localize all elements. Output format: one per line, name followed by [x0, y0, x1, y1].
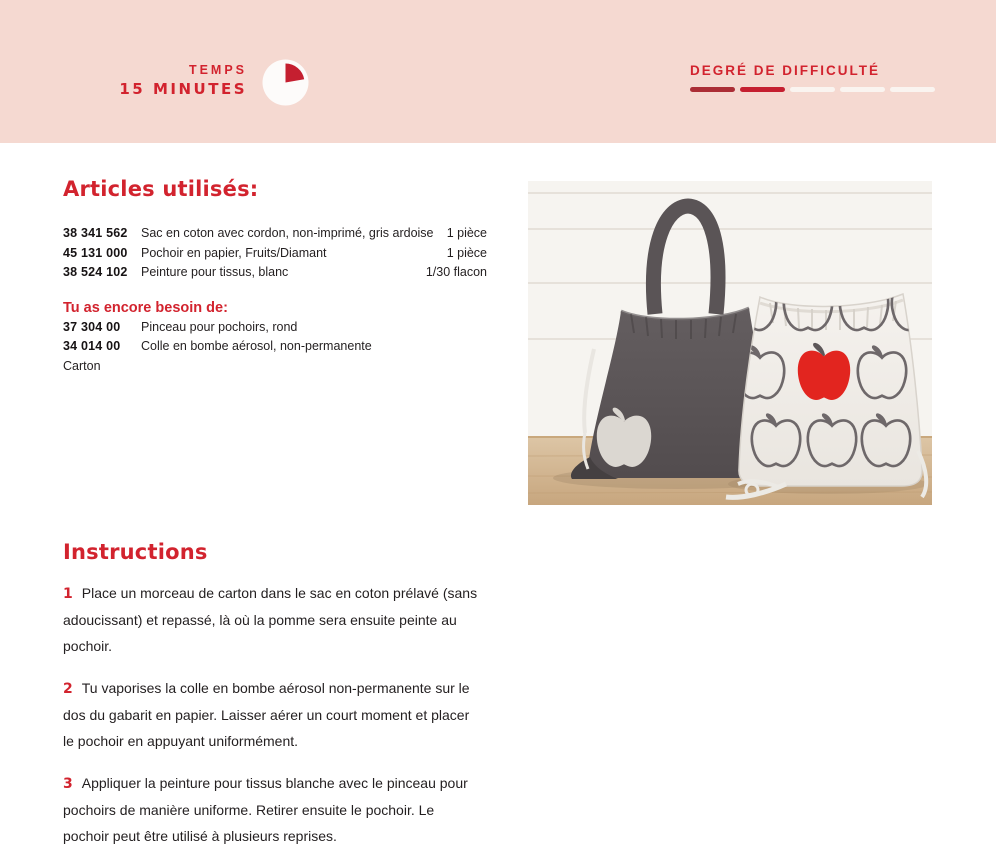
- article-code: 37 304 00: [63, 319, 121, 334]
- step-text: Tu vaporises la colle en bombe aérosol non-permanente sur le dos du gabarit en papier. Laisser aérer un court moment et placer le pochoir en appuyant uniformément.: [63, 680, 470, 749]
- article-qty: 1 pièce: [446, 226, 487, 240]
- article-name: Pinceau pour pochoirs, rond: [141, 319, 298, 334]
- articles-table: [63, 224, 487, 283]
- article-row: [63, 263, 487, 283]
- difficulty-bar: [790, 87, 835, 92]
- difficulty-label: DEGRÉ DE DIFFICULTÉ: [690, 63, 881, 78]
- difficulty-block: [690, 63, 935, 92]
- article-qty: 1 pièce: [446, 245, 487, 260]
- step-text: Appliquer la peinture pour tissus blanche avec le pinceau pour pochoirs de manière uniforme. Retirer ensuite le pochoir. Le pochoir peut être utilisé à plusieurs reprises.: [63, 775, 468, 844]
- product-photo-illustration: [528, 181, 932, 505]
- time-value: 15 MINUTES: [119, 80, 247, 98]
- clock-pie-icon: [262, 59, 309, 106]
- difficulty-bar: [890, 87, 935, 92]
- article-name: Colle en bombe aérosol, non-permanente: [141, 339, 372, 353]
- difficulty-bar: [840, 87, 885, 92]
- article-name: Pochoir en papier, Fruits/Diamant: [141, 245, 327, 260]
- difficulty-bar: [690, 87, 735, 92]
- instruction-step: [63, 580, 481, 659]
- article-code: 38 341 562: [63, 226, 128, 240]
- article-code: 45 131 000: [63, 245, 128, 260]
- also-needed-row: [63, 337, 487, 357]
- difficulty-bars: [690, 87, 935, 92]
- also-needed-row: [63, 318, 487, 338]
- step-number: 2: [63, 681, 73, 697]
- article-qty: 1/30 flacon: [425, 265, 487, 279]
- article-row: [63, 244, 487, 264]
- also-needed-table: [63, 318, 487, 377]
- also-needed-extra: Carton: [63, 358, 101, 373]
- article-row: [63, 224, 487, 244]
- instruction-step: [63, 770, 481, 849]
- articles-heading: Articles utilisés:: [63, 177, 259, 201]
- time-block: [0, 63, 247, 98]
- time-label: TEMPS: [188, 63, 247, 77]
- difficulty-bar: [740, 87, 785, 92]
- step-text: Place un morceau de carton dans le sac en coton prélavé (sans adoucissant) et repassé, là où la pomme sera ensuite peinte au pochoir.: [63, 585, 478, 654]
- instruction-step: [63, 675, 481, 754]
- step-number: 3: [63, 776, 73, 792]
- also-needed-heading: Tu as encore besoin de:: [63, 299, 228, 316]
- instructions-heading: Instructions: [63, 540, 208, 564]
- article-code: 38 524 102: [63, 265, 128, 279]
- article-code: 34 014 00: [63, 339, 121, 353]
- product-photo: [528, 181, 932, 505]
- header-band: [0, 0, 996, 143]
- step-number: 1: [63, 586, 73, 602]
- article-name: Peinture pour tissus, blanc: [141, 265, 289, 279]
- articles-section: [63, 177, 487, 376]
- article-name: Sac en coton avec cordon, non-imprimé, gris ardoise: [141, 226, 434, 240]
- instructions-section: [63, 540, 481, 865]
